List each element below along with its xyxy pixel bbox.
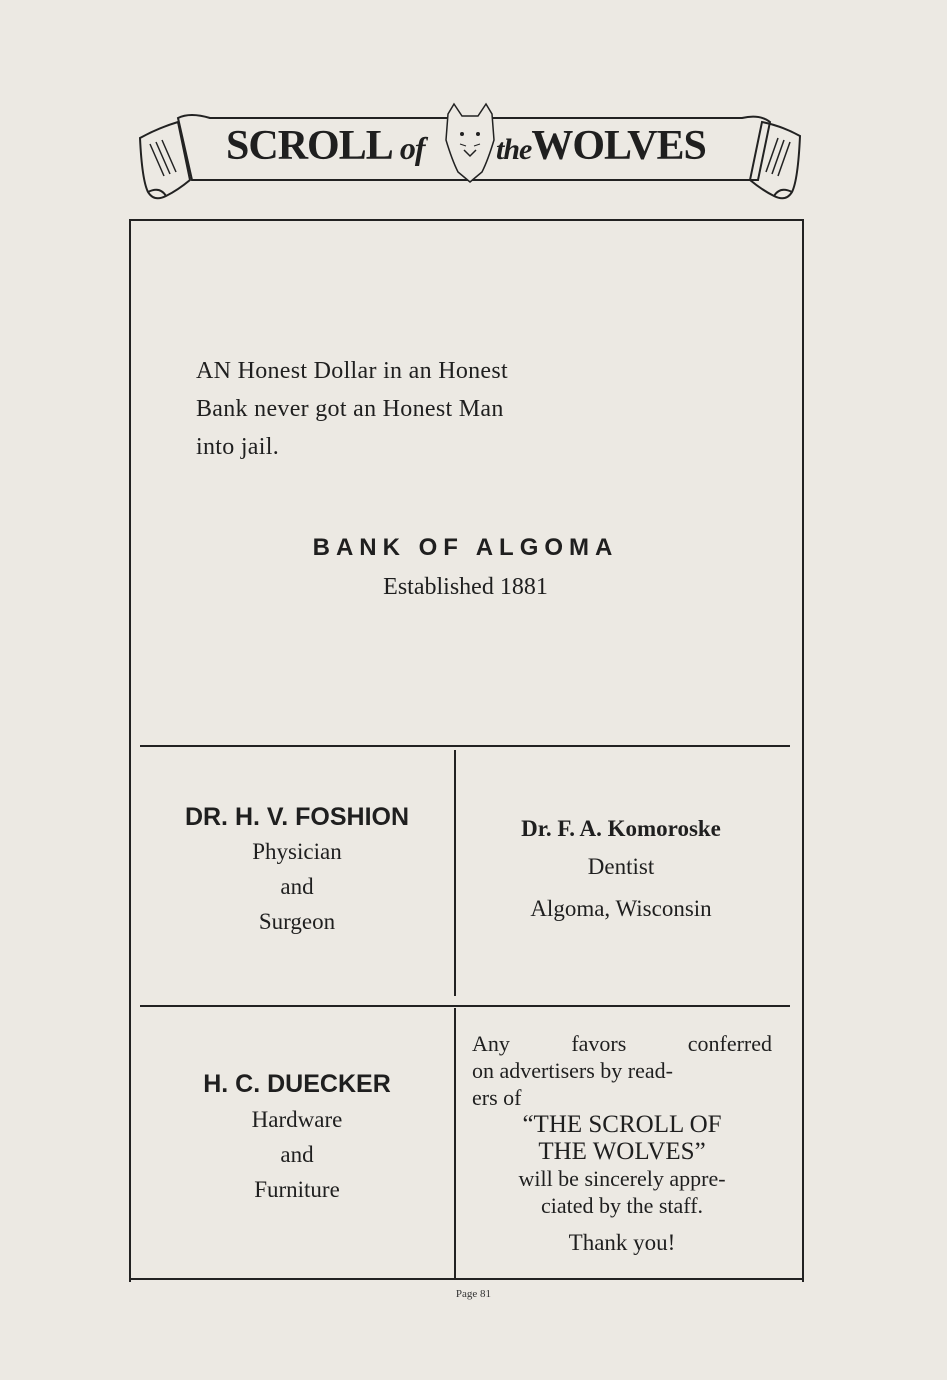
bank-motto xyxy=(196,352,616,466)
ad-line: and xyxy=(280,874,314,899)
column-divider-lower xyxy=(454,1008,456,1278)
ad-line: Hardware xyxy=(251,1107,343,1132)
motto-line: Bank never got an Honest Man xyxy=(196,396,504,422)
ad-line: Furniture xyxy=(254,1177,340,1202)
ad-name: H. C. DUECKER xyxy=(203,1070,391,1098)
divider-bottom xyxy=(129,1278,802,1280)
ad-name: Dr. F. A. Komoroske xyxy=(521,816,721,841)
ad-name: DR. H. V. FOSHION xyxy=(184,803,410,831)
ad-duecker xyxy=(140,1066,454,1207)
banner-word-of: of xyxy=(399,130,425,166)
ad-line: Dentist xyxy=(587,854,655,879)
ad-komoroske xyxy=(456,812,786,930)
page-number: Page 81 xyxy=(455,1288,492,1300)
banner-word-the: the xyxy=(496,133,532,166)
staff-notice xyxy=(472,1030,772,1256)
ad-foshion xyxy=(140,800,454,939)
bank-established: Established 1881 xyxy=(383,574,548,600)
banner-word-scroll: SCROLL xyxy=(226,123,391,169)
banner-word-wolves: WOLVES xyxy=(531,123,706,169)
ad-line: Algoma, Wisconsin xyxy=(530,896,712,921)
ad-line: Surgeon xyxy=(258,909,336,934)
notice-thanks: Thank you! xyxy=(568,1230,676,1255)
motto-line: into jail. xyxy=(196,434,279,460)
notice-line: “THE SCROLL OF xyxy=(522,1111,722,1138)
notice-line: ciated by the staff. xyxy=(540,1193,704,1218)
divider-top xyxy=(140,745,790,747)
notice-line: THE WOLVES” xyxy=(538,1138,706,1165)
scroll-banner xyxy=(130,100,810,210)
banner-title-left xyxy=(226,122,425,170)
ad-line: and xyxy=(280,1142,314,1167)
notice-line: on advertisers by read- xyxy=(472,1058,673,1083)
banner-title-right xyxy=(496,122,706,170)
bank-name: BANK OF ALGOMA xyxy=(312,534,619,561)
notice-line: Any favors conferred xyxy=(472,1031,772,1056)
motto-line: AN Honest Dollar in an Honest xyxy=(196,358,508,384)
divider-middle xyxy=(140,1005,790,1007)
ad-line: Physician xyxy=(252,839,342,864)
wolf-head-icon xyxy=(446,104,494,182)
notice-line: will be sincerely appre- xyxy=(518,1166,726,1191)
notice-line: ers of xyxy=(472,1085,522,1110)
